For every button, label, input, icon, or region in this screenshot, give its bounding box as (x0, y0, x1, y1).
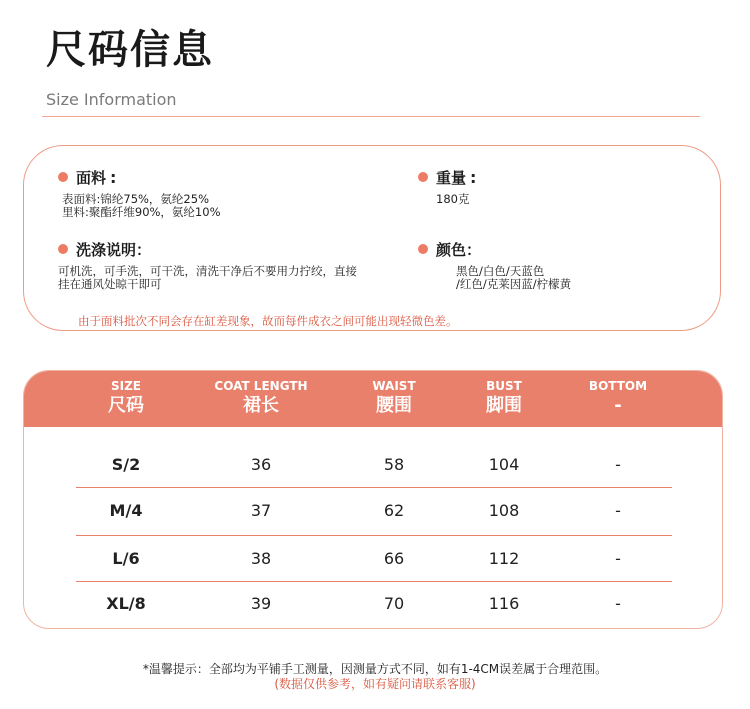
header-size (66, 378, 186, 418)
fabric-composition: 表面料:锦纶75%，氨纶25% 里料:聚酯纤维90%，氨纶10% (62, 192, 221, 219)
table-row (76, 488, 672, 534)
header-coat-length (201, 378, 321, 418)
waist-cell: 58 (383, 455, 405, 474)
color-label: 颜色： (436, 240, 482, 259)
header-zh: 裙长 (243, 395, 279, 416)
header-en: WAIST (372, 379, 416, 393)
header-en: SIZE (110, 379, 141, 393)
washing-section (58, 238, 357, 291)
page-subtitle: Size Information (46, 90, 177, 109)
bullet-dot-icon (58, 244, 68, 254)
coat-length-cell: 37 (250, 501, 272, 520)
coat-length-cell: 36 (250, 455, 272, 474)
bottom-cell: - (615, 455, 621, 474)
reference-note: (数据仅供参考，如有疑问请联系客服) (274, 677, 476, 691)
size-table (23, 370, 723, 629)
bullet-dot-icon (58, 172, 68, 182)
bullet-dot-icon (418, 244, 428, 254)
fabric-label: 面料 (76, 168, 107, 187)
table-row (76, 581, 672, 627)
bottom-cell: - (615, 501, 621, 520)
weight-label: 重量 (436, 168, 467, 187)
header-zh: 尺码 (108, 395, 144, 416)
header-zh: - (614, 395, 622, 416)
fabric-section (58, 166, 221, 219)
coat-length-cell: 38 (250, 549, 272, 568)
product-info-panel (23, 145, 721, 331)
weight-section (418, 166, 476, 206)
washing-label: 洗涤说明： (76, 240, 152, 259)
divider (42, 116, 700, 117)
waist-cell: 70 (383, 594, 405, 613)
size-table-header (24, 371, 722, 427)
header-zh: 脚围 (486, 395, 522, 416)
size-cell: S/2 (111, 455, 141, 474)
header-en: COAT LENGTH (214, 379, 308, 393)
page-title: 尺码信息 (46, 27, 214, 73)
bust-cell: 112 (488, 549, 520, 568)
bullet-dot-icon (418, 172, 428, 182)
washing-instructions: 可机洗，可手洗，可干洗，清洗干净后不要用力拧绞，直接 挂在通风处晾干即可 (58, 264, 357, 291)
bottom-cell: - (615, 549, 621, 568)
colon-icon: : (110, 167, 117, 187)
size-cell: L/6 (112, 549, 140, 568)
size-cell: M/4 (109, 501, 143, 520)
measurement-note: *温馨提示：全部均为平铺手工测量，因测量方式不同，如有1-4CM误差属于合理范围。 (142, 662, 608, 676)
table-row (76, 442, 672, 488)
color-section (418, 238, 571, 291)
colon-icon: : (470, 167, 477, 187)
header-en: BOTTOM (588, 379, 648, 393)
weight-value: 180克 (436, 192, 470, 206)
color-options: 黑色/白色/天蓝色 /红色/克莱因蓝/柠檬黄 (456, 264, 572, 291)
header-en: BUST (486, 379, 522, 393)
header-zh: 腰围 (376, 395, 412, 416)
size-cell: XL/8 (106, 594, 146, 613)
bust-cell: 108 (488, 501, 520, 520)
bottom-cell: - (615, 594, 621, 613)
header-waist (334, 378, 454, 418)
bust-cell: 116 (488, 594, 520, 613)
bust-cell: 104 (488, 455, 520, 474)
waist-cell: 66 (383, 549, 405, 568)
header-bottom (558, 378, 678, 418)
coat-length-cell: 39 (250, 594, 272, 613)
waist-cell: 62 (383, 501, 405, 520)
color-variance-note: 由于面料批次不同会存在缸差现象，故而每件成衣之间可能出现轻微色差。 (78, 314, 458, 328)
header-bust (444, 378, 564, 418)
table-row (76, 536, 672, 582)
